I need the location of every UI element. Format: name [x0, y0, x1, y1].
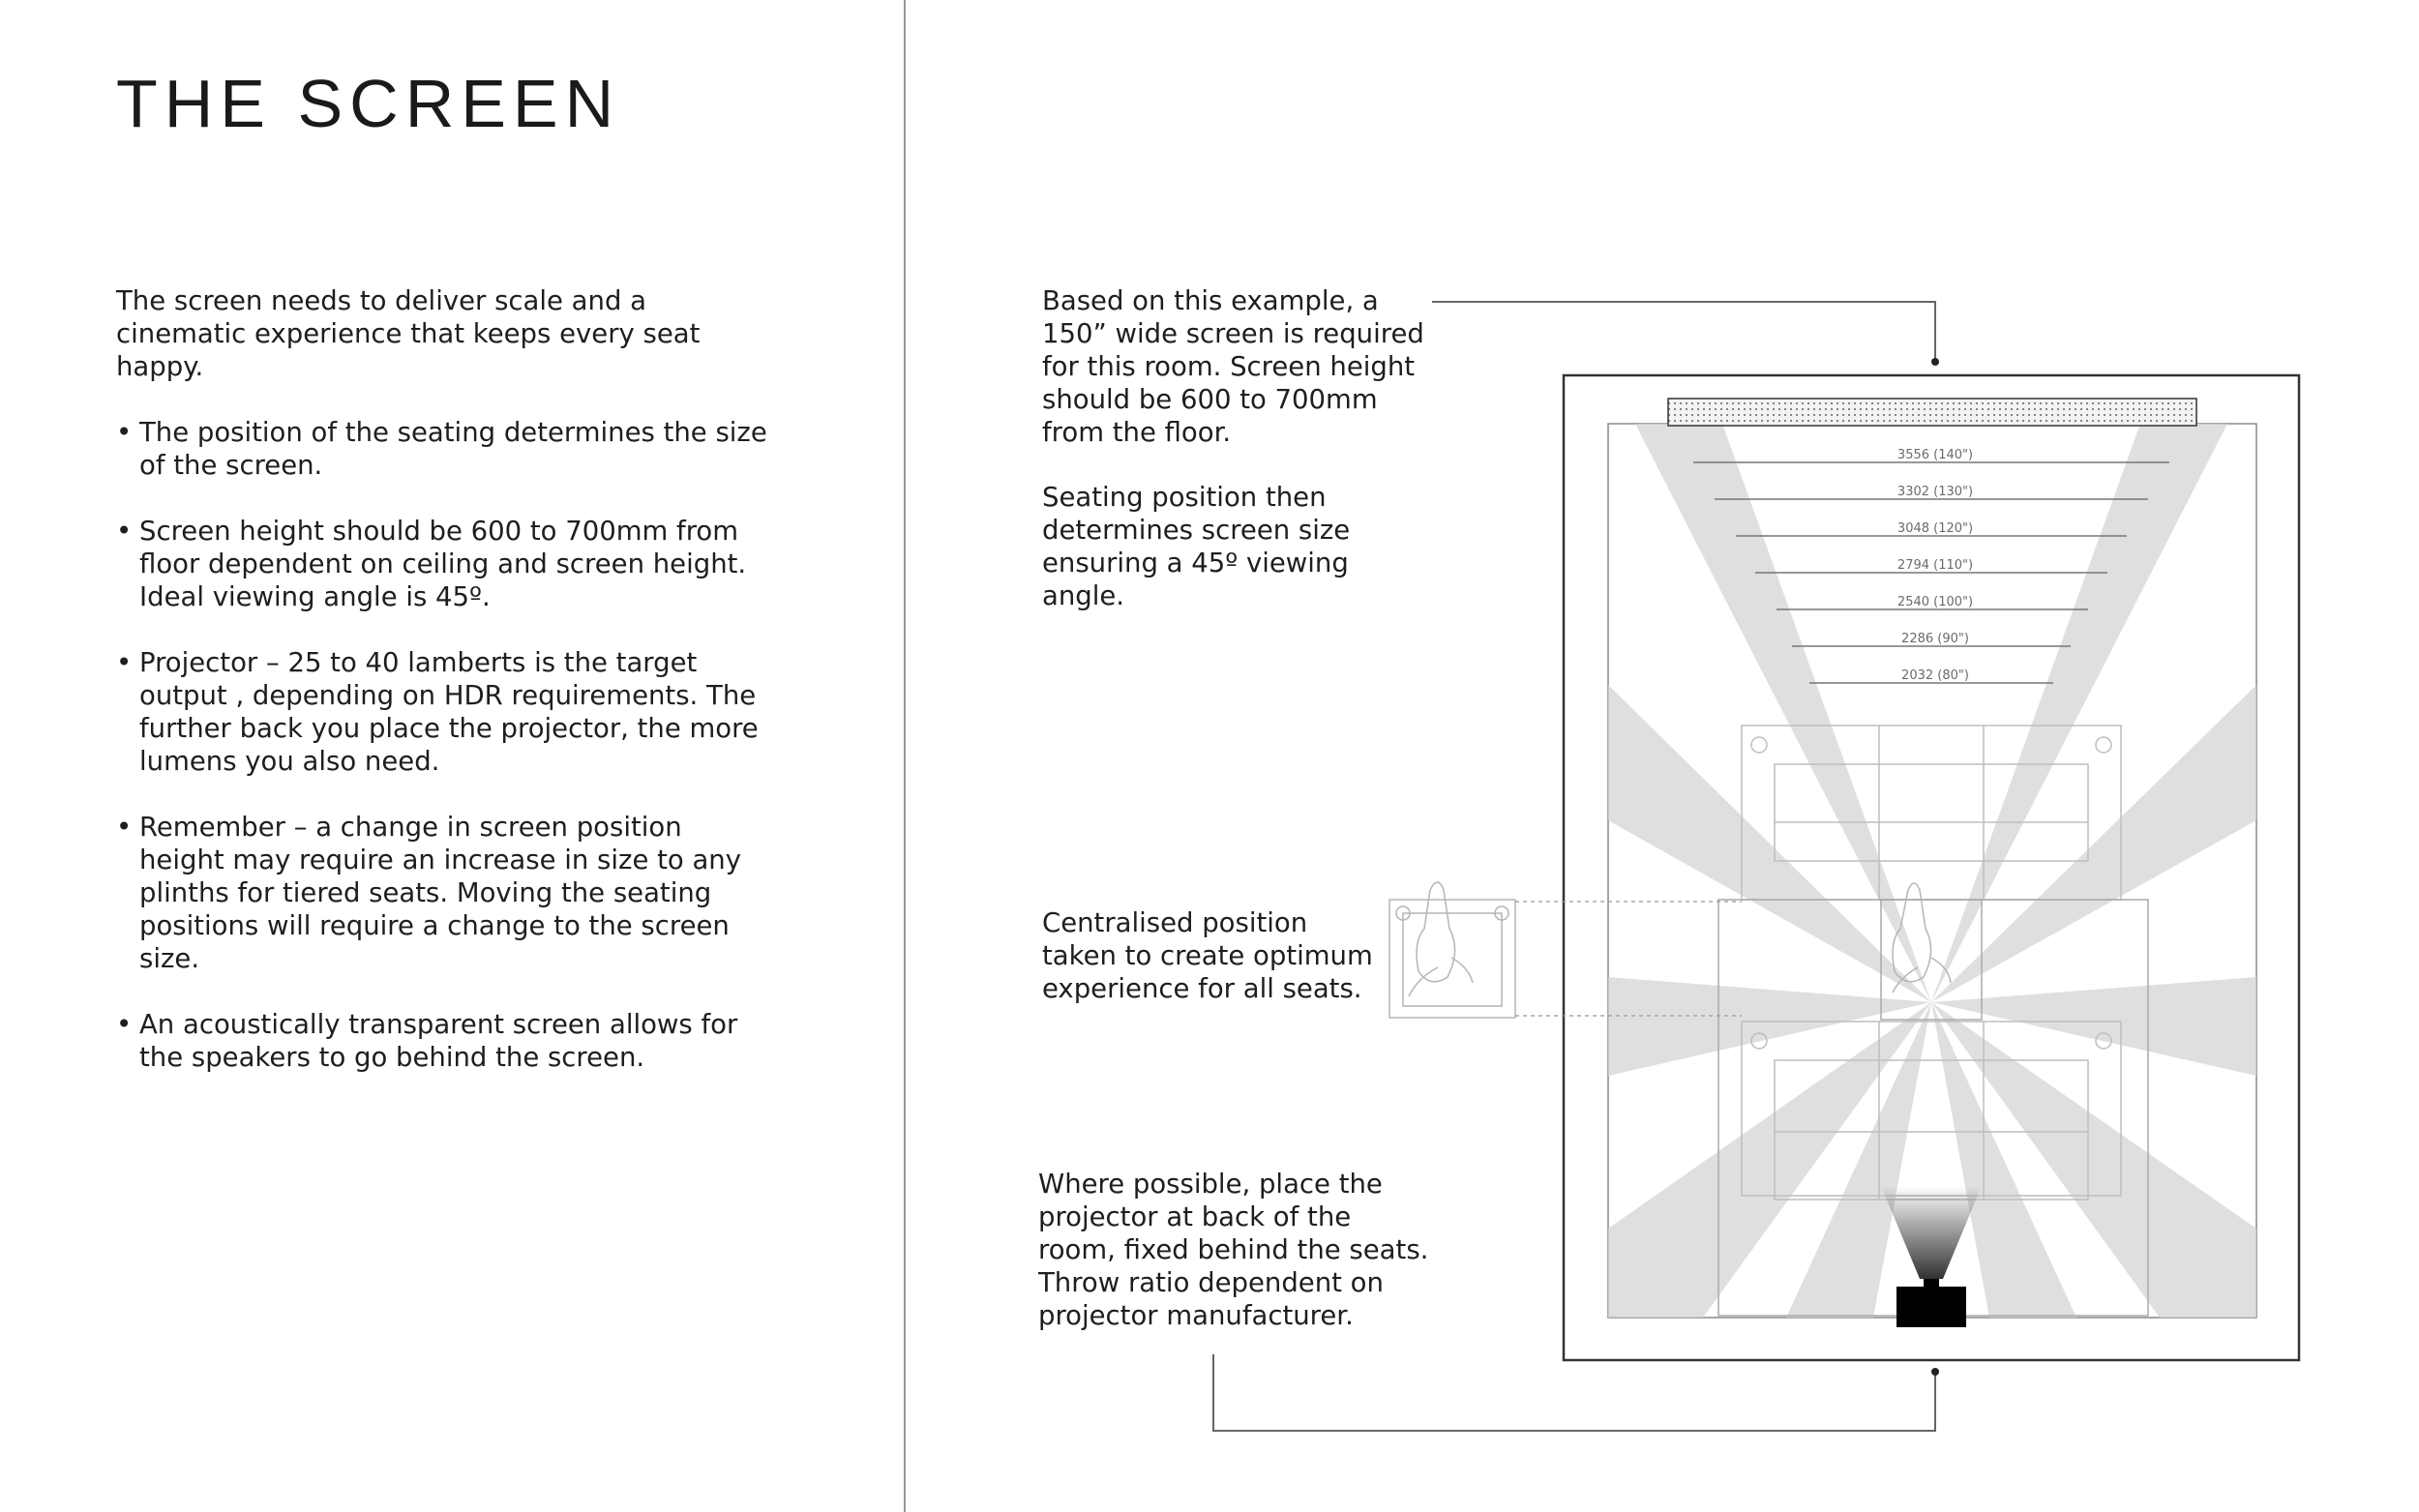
- seating-note: Seating position then determines screen size ensuring a 45º viewing angle.: [1042, 482, 1351, 611]
- screen-size-labels: [1897, 448, 1973, 683]
- intro-paragraph: The screen needs to deliver scale and a cinematic experience that keeps every seat happy.: [116, 285, 701, 382]
- projector-placement-note: Where possible, place the projector at back of the room, fixed behind the seats. Throw ratio dependent on projector manufacturer.: [1038, 1169, 1429, 1331]
- page-title: THE SCREEN: [116, 66, 621, 141]
- screen-leader-line: [1432, 302, 1935, 360]
- screen-size-label: 2032 (80"): [1901, 668, 1969, 683]
- screen-size-label: 3302 (130"): [1896, 485, 1974, 499]
- projector-leader-line: [1213, 1354, 1935, 1431]
- centralised-position-note: Centralised position taken to create optimum experience for all seats.: [1042, 907, 1373, 1004]
- bullet-item: • An acoustically transparent screen allows for the speakers to go behind the screen.: [116, 1008, 774, 1074]
- bullet-item: • Screen height should be 600 to 700mm from floor dependent on ceiling and screen height. Ideal viewing angle is 45º.: [116, 515, 774, 613]
- viewing-cone: [1931, 685, 2256, 1002]
- projector-body: [1896, 1287, 1966, 1327]
- bullet-item: • Remember – a change in screen position height may require an increase in size to any plinths for tiered seats. Moving the seating positions will require a change to the screen size.: [116, 811, 774, 975]
- side-seat-figure: [1389, 882, 1515, 1018]
- leader-dot: [1931, 1368, 1939, 1376]
- projector-beam: [1881, 1186, 1982, 1279]
- screen-size-label: 2794 (110"): [1896, 558, 1974, 573]
- leader-dot: [1931, 358, 1939, 366]
- viewing-cone: [1608, 685, 1931, 1002]
- screen-size-label: 3556 (140"): [1896, 448, 1974, 462]
- screen-size-label: 2540 (100"): [1896, 595, 1974, 609]
- screen-size-label: 2286 (90"): [1901, 632, 1969, 646]
- screen-size-note: Based on this example, a 150” wide screen is required for this room. Screen height should be 600 to 700mm from the floor.: [1042, 285, 1424, 448]
- bullet-item: • Projector – 25 to 40 lamberts is the target output , depending on HDR requirements. The further back you place the projector, the more lumens you also need.: [116, 646, 774, 778]
- screen-bar: [1668, 399, 2196, 426]
- bullet-item: • The position of the seating determines the size of the screen.: [116, 416, 774, 482]
- screen-size-label: 3048 (120"): [1896, 521, 1974, 536]
